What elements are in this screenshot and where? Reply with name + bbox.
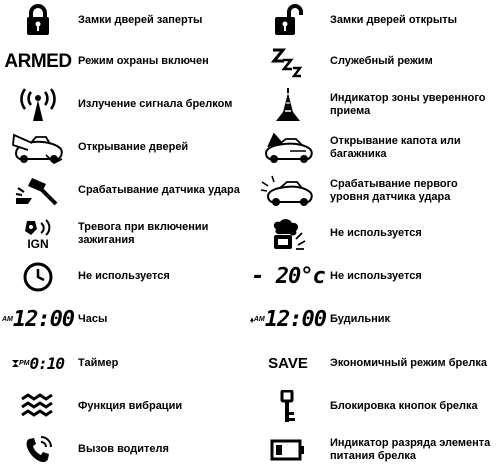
- legend-label: Экономичный режим брелка: [330, 356, 487, 369]
- engine-smoke-icon: [250, 212, 326, 255]
- legend-label: Служебный режим: [330, 55, 433, 67]
- legend-item: [0, 341, 250, 385]
- temperature-readout: - 20°c: [251, 264, 325, 289]
- legend-item: [250, 83, 500, 126]
- legend-label: Тревога при включении зажигания: [78, 220, 209, 246]
- battery-low-icon: [250, 428, 326, 471]
- legend-item: [250, 428, 500, 471]
- timer-readout: 0:10: [29, 353, 65, 373]
- legend-item: [250, 255, 500, 298]
- legend-label: Срабатывание первого уровня датчика удара: [330, 177, 458, 203]
- car-shock-warning-icon: [250, 169, 326, 212]
- legend-item: [0, 83, 250, 126]
- legend-item: [0, 40, 250, 83]
- antenna-tower-icon: [250, 83, 326, 126]
- legend-label: Индикатор разряда элемента питания брелка: [330, 436, 491, 462]
- clock-icon: [0, 255, 76, 298]
- legend-label: Не используется: [78, 270, 170, 282]
- legend-label: Излучение сигнала брелком: [78, 98, 233, 110]
- legend-label: Не используется: [330, 227, 422, 239]
- padlock-closed-icon: [0, 0, 76, 40]
- legend-item: [250, 0, 500, 40]
- legend-item: [250, 341, 500, 385]
- am-indicator: AM: [1, 316, 13, 323]
- alarm-readout: 12:00: [264, 307, 326, 332]
- ignition-alarm-icon: [0, 212, 76, 255]
- car-doors-open-icon: [0, 126, 76, 169]
- legend-label: Блокировка кнопок брелка: [330, 400, 478, 412]
- alarm-clock-digits-icon: [250, 298, 326, 341]
- temperature-digits-icon: [250, 255, 326, 298]
- car-hood-open-icon: [250, 126, 326, 169]
- pm-indicator: PM: [18, 359, 30, 367]
- legend-item: [250, 126, 500, 169]
- legend-label: Открывание капота или багажника: [330, 134, 461, 160]
- legend-item: [0, 428, 250, 471]
- legend-label: Таймер: [78, 356, 119, 369]
- legend-label: Будильник: [330, 313, 391, 325]
- clock-digits-icon: [0, 298, 76, 341]
- legend-label: Часы: [78, 313, 108, 325]
- legend-item: [0, 298, 250, 341]
- phone-call-icon: [0, 428, 76, 471]
- legend-item: [250, 298, 500, 341]
- save-text-icon: [250, 341, 326, 385]
- legend-label: Индикатор зоны уверенного приема: [330, 91, 486, 117]
- legend-item: [0, 126, 250, 169]
- legend-item: [0, 385, 250, 428]
- legend-label: Режим охраны включен: [78, 55, 209, 67]
- legend-label: Не используется: [330, 270, 422, 282]
- legend-label: Вызов водителя: [78, 443, 169, 455]
- legend-item: [0, 169, 250, 212]
- legend-item: [0, 255, 250, 298]
- legend-item: [250, 169, 500, 212]
- sleep-zzz-icon: [250, 40, 326, 83]
- timer-digits-icon: [0, 341, 76, 385]
- hourglass-icon: [12, 360, 19, 367]
- legend-item: [250, 212, 500, 255]
- legend-item: [250, 40, 500, 83]
- am-indicator: AM: [253, 316, 265, 323]
- armed-text-icon: [0, 40, 76, 83]
- clock-readout: 12:00: [12, 307, 75, 332]
- legend-label: Открывание дверей: [78, 141, 189, 153]
- legend-label: Замки дверей заперты: [78, 13, 203, 26]
- transmit-signal-icon: [0, 83, 76, 126]
- armed-text: ARMED: [4, 50, 72, 72]
- key-icon: [250, 385, 326, 428]
- legend-item: [0, 212, 250, 255]
- save-text: SAVE: [268, 354, 308, 372]
- legend-label: Срабатывание датчика удара: [78, 184, 240, 196]
- legend-item: [250, 385, 500, 428]
- legend-item: [0, 0, 250, 40]
- legend-label: Замки дверей открыты: [330, 13, 458, 26]
- legend-label: Функция вибрации: [78, 400, 183, 412]
- padlock-open-icon: [250, 0, 326, 40]
- vibration-waves-icon: [0, 385, 76, 428]
- shock-hammer-icon: [0, 169, 76, 212]
- ign-text: IGN: [27, 236, 49, 251]
